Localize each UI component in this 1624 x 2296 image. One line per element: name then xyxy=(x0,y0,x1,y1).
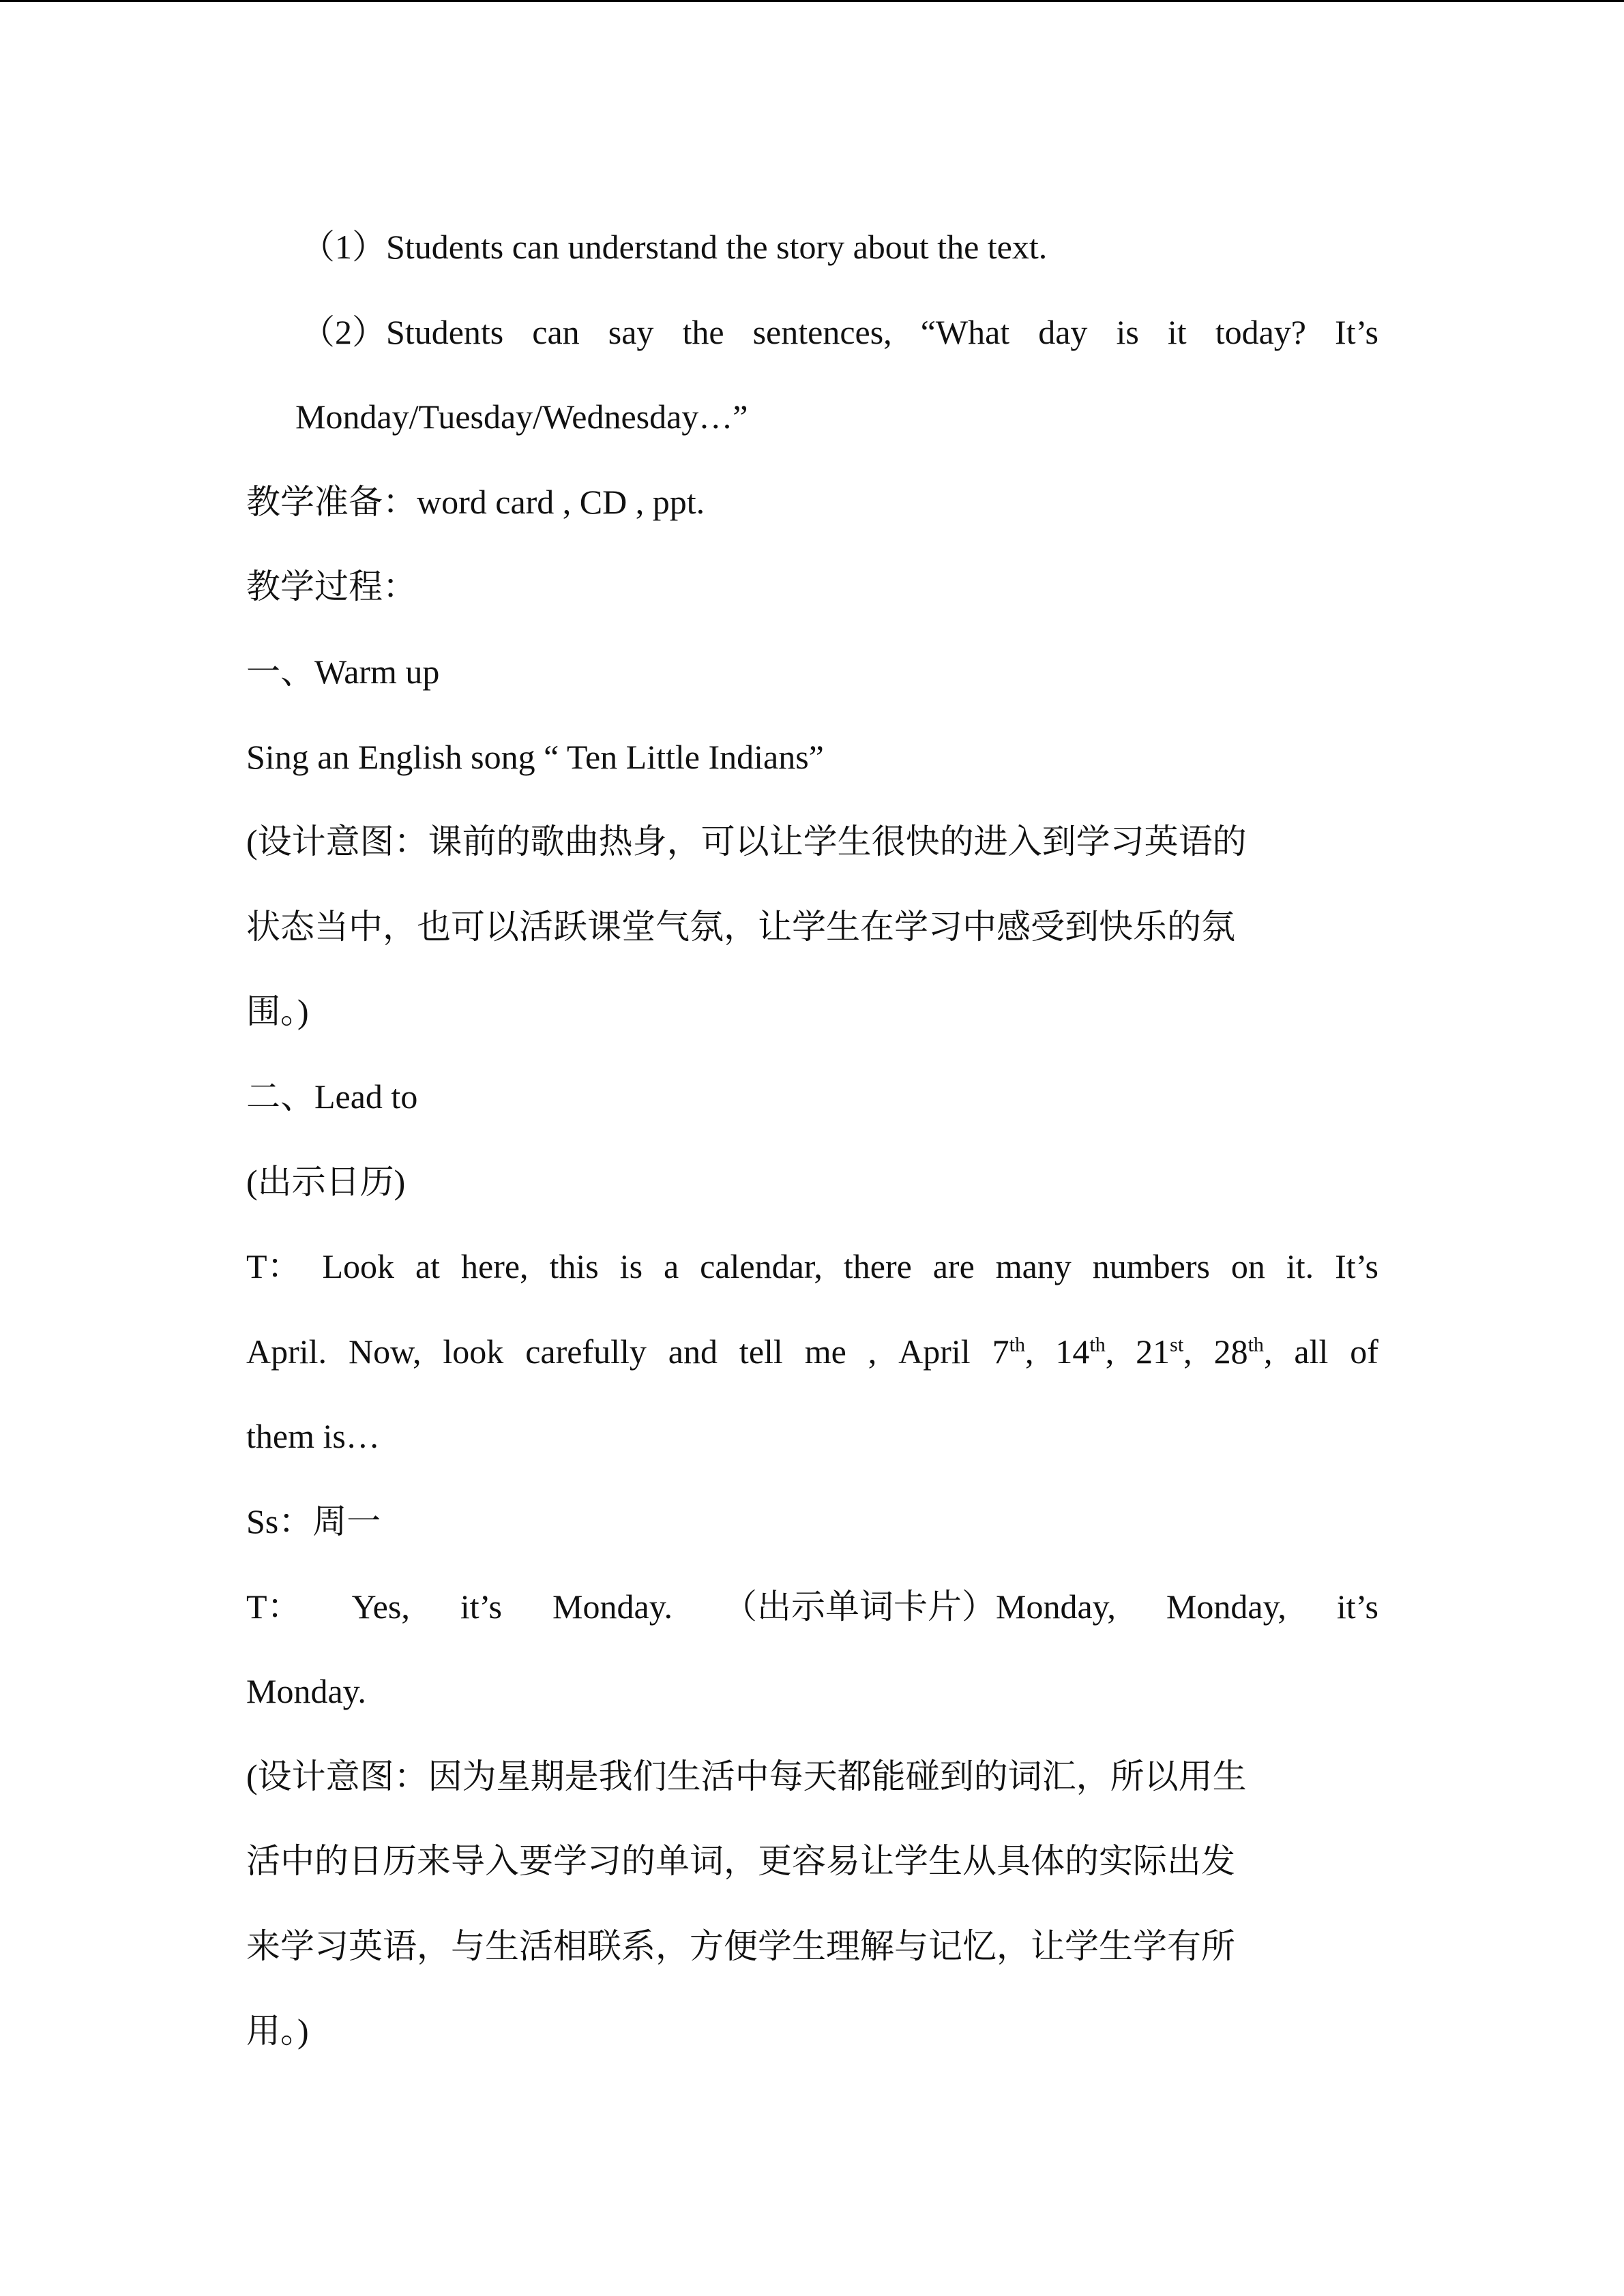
ordinal-date: 14th, xyxy=(1055,1332,1114,1371)
word: It’s xyxy=(1335,312,1378,351)
ordinal-date: 28th, xyxy=(1213,1332,1273,1371)
word: a xyxy=(663,1247,679,1286)
word: Look xyxy=(322,1247,395,1286)
word: “What xyxy=(920,312,1010,351)
warm-up-design-intent-line-1: (设计意图：课前的歌曲热身，可以让学生很快的进入到学习英语的 xyxy=(246,822,1247,861)
lead-to-design-intent-line-3: 来学习英语，与生活相联系，方便学生理解与记忆，让学生学有所 xyxy=(246,1926,1235,1965)
word: is xyxy=(1116,312,1139,351)
teacher-line-2 xyxy=(246,1309,1378,1395)
teaching-process-heading: 教学过程： xyxy=(246,567,417,606)
word: at xyxy=(415,1247,441,1286)
document-body xyxy=(246,205,1378,2074)
ordinal-date: 21st, xyxy=(1136,1332,1192,1371)
word: is xyxy=(619,1247,643,1286)
teacher-line-3: them is… xyxy=(246,1417,380,1456)
word: say xyxy=(608,312,654,351)
word: it xyxy=(1167,312,1187,351)
ordinal-date: 7th, xyxy=(992,1332,1034,1371)
page-top-border xyxy=(0,0,1624,2)
word: It’s xyxy=(1335,1247,1378,1286)
lead-to-heading: 二、Lead to xyxy=(246,1077,418,1116)
word: it. xyxy=(1286,1247,1314,1286)
objective-2-line-1 xyxy=(246,290,1378,375)
word: it’s xyxy=(460,1587,503,1626)
lead-to-action: (出示日历) xyxy=(246,1162,406,1201)
word: the xyxy=(682,312,724,351)
students-reply: Ss：周一 xyxy=(246,1502,381,1540)
word: all xyxy=(1294,1332,1329,1371)
word: April xyxy=(898,1332,971,1371)
lead-to-design-intent-line-4: 用。) xyxy=(246,2012,309,2051)
lead-to-design-intent-line-1: (设计意图：因为星期是我们生活中每天都能碰到的词汇，所以用生 xyxy=(246,1757,1247,1795)
word: today? xyxy=(1215,312,1306,351)
word: are xyxy=(932,1247,975,1286)
teacher-reply-line-1 xyxy=(246,1564,1378,1650)
word: look xyxy=(443,1332,504,1371)
word: there xyxy=(843,1247,912,1286)
word: Yes, xyxy=(351,1587,410,1626)
word: on xyxy=(1230,1247,1265,1286)
objective-2-line-2: Monday/Tuesday/Wednesday…” xyxy=(295,398,748,436)
word: it’s xyxy=(1336,1587,1378,1626)
word: day xyxy=(1038,312,1088,351)
warm-up-heading: 一、Warm up xyxy=(246,652,440,691)
word: April. xyxy=(246,1332,327,1371)
lead-to-design-intent-line-2: 活中的日历来导入要学习的单词，更容易让学生从具体的实际出发 xyxy=(246,1842,1235,1881)
word: Monday. xyxy=(552,1587,673,1626)
word: tell xyxy=(739,1332,783,1371)
word: this xyxy=(549,1247,599,1286)
warm-up-design-intent-line-3: 围。) xyxy=(246,992,309,1031)
word: , xyxy=(868,1332,877,1371)
word: can xyxy=(532,312,580,351)
teacher-reply-line-2: Monday. xyxy=(246,1672,366,1711)
word: and xyxy=(668,1332,718,1371)
word: of xyxy=(1350,1332,1378,1371)
word: sentences, xyxy=(752,312,892,351)
warm-up-activity: Sing an English song “ Ten Little Indians” xyxy=(246,737,824,776)
word: numbers xyxy=(1092,1247,1210,1286)
word: me xyxy=(804,1332,846,1371)
teaching-preparation: 教学准备：word card , CD , ppt. xyxy=(246,482,705,521)
word: Now, xyxy=(348,1332,422,1371)
word: T： xyxy=(246,1247,301,1286)
word: here, xyxy=(461,1247,529,1286)
word: many xyxy=(995,1247,1072,1286)
teacher-line-1 xyxy=(246,1224,1378,1309)
word: carefully xyxy=(525,1332,647,1371)
word: （2）Students xyxy=(301,312,504,351)
word: T： xyxy=(246,1587,301,1626)
word: （出示单词卡片）Monday, xyxy=(722,1587,1116,1626)
word: Monday, xyxy=(1166,1587,1286,1626)
objective-1: （1）Students can understand the story about the text. xyxy=(301,228,1048,266)
warm-up-design-intent-line-2: 状态当中，也可以活跃课堂气氛，让学生在学习中感受到快乐的氛 xyxy=(246,907,1235,946)
word: calendar, xyxy=(700,1247,823,1286)
